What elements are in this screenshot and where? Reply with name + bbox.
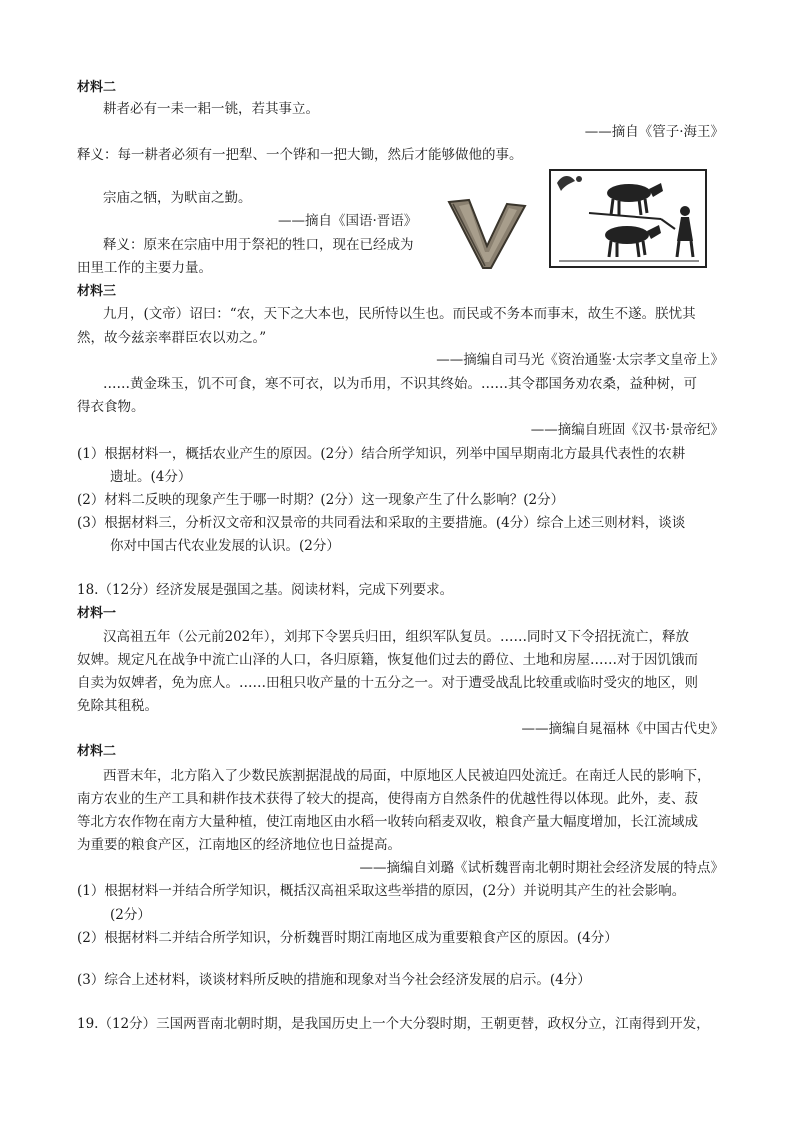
q17-material-two-text: 耕者必有一耒一耜一铫，若其事立。 — [103, 101, 319, 117]
q17-material-three-p1-line2: 然，故今兹亲率群臣农以劝之。” — [77, 330, 267, 346]
bronze-plowshare-icon — [445, 196, 527, 272]
q17-material-three-source2: ——摘编自班固《汉书·景帝纪》 — [530, 422, 724, 438]
q17-material-three-p2-line2: 得衣食物。 — [77, 399, 145, 415]
q17-question-2: (2）材料二反映的现象产生于哪一时期？(2分）这一现象产生了什么影响？(2分） — [77, 492, 565, 508]
q17-question-3-line2: 你对中国古代农业发展的认识。(2分） — [110, 538, 340, 554]
q18-material-two-heading: 材料二 — [77, 744, 117, 759]
q18-material-two-source: ——摘编自刘璐《试析魏晋南北朝时期社会经济发展的特点》 — [359, 860, 724, 876]
q18-question-1-line2: (2分） — [110, 907, 151, 923]
q18-material-two-line1: 西晋末年，北方陷入了少数民族割据混战的局面，中原地区人民被迫四处流迁。在南迁人民的影响下， — [103, 768, 711, 784]
q17-material-three-p1-line1: 九月，(文帝）诏曰：“农，天下之大本也，民所恃以生也。而民或不务本而事末，故生不遂。朕忧其 — [103, 306, 696, 322]
q17-material-three-p2-line1: ……黄金珠玉，饥不可食，寒不可衣，以为币用，不识其终始。……其令郡国务劝农桑，益种树，可 — [103, 376, 697, 392]
q18-material-two-line2: 南方农业的生产工具和耕作技术获得了较大的提高，使得南方自然条件的优越性得以体现。此外，麦、菽 — [77, 791, 698, 807]
q18-question-1-line1: (1）根据材料一并结合所学知识，概括汉高祖采取这些举措的原因，(2分）并说明其产生的社会影响。 — [77, 883, 686, 899]
q18-question-3: (3）综合上述材料，谈谈材料所反映的措施和现象对当今社会经济发展的启示。(4分） — [77, 972, 591, 988]
q18-material-two-line4: 为重要的粮食产区，江南地区的经济地位也日益提高。 — [77, 837, 401, 853]
q18-material-one-heading: 材料一 — [77, 606, 117, 621]
q18-material-one-line2: 奴婢。规定凡在战争中流亡山泽的人口，各归原籍，恢复他们过去的爵位、土地和房屋……对于因饥饿而 — [77, 652, 698, 668]
q18-title: 18.（12分）经济发展是强国之基。阅读材料，完成下列要求。 — [77, 582, 454, 598]
q17-material-two-b-note-line1: 释义：原来在宗庙中用于祭祀的牲口，现在已经成为 — [103, 237, 414, 253]
q17-material-three-source1: ——摘编自司马光《资治通鉴·太宗孝文皇帝上》 — [436, 352, 724, 368]
q17-material-two-heading: 材料二 — [77, 80, 117, 95]
q18-material-two-line3: 等北方农作物在南方大量种植，使江南地区由水稻一收转向稻麦双收，粮食产量大幅度增加，长江流域成 — [77, 814, 698, 830]
q17-material-two-b-text: 宗庙之牺，为畎亩之勤。 — [103, 190, 252, 206]
q17-material-two-b-note-line2: 田里工作的主要力量。 — [77, 260, 212, 276]
q18-material-one-source: ——摘编自晁福林《中国古代史》 — [521, 721, 724, 737]
q19-title: 19.（12分）三国两晋南北朝时期，是我国历史上一个大分裂时期，王朝更替，政权分立，江南得到开发， — [77, 1016, 710, 1032]
q18-material-one-line3: 自卖为奴婢者，免为庶人。……田租只收产量的十五分之一。对于遭受战乱比较重或临时受灾的地区，则 — [77, 675, 698, 691]
q17-question-1-line2: 遗址。(4分） — [110, 469, 192, 485]
q17-material-three-heading: 材料三 — [77, 284, 117, 299]
q17-material-two-note: 释义：每一耕者必须有一把犁、一个铧和一把大锄，然后才能够做他的事。 — [77, 147, 523, 163]
q17-question-1-line1: (1）根据材料一，概括农业产生的原因。(2分）结合所学知识，列举中国早期南北方最具代表性的农耕 — [77, 446, 686, 462]
q18-question-2: (2）根据材料二并结合所学知识，分析魏晋时期江南地区成为重要粮食产区的原因。(4分） — [77, 930, 618, 946]
q18-material-one-line1: 汉高祖五年（公元前202年），刘邦下令罢兵归田，组织军队复员。……同时又下令招抚流亡，释放 — [103, 629, 690, 645]
ox-plowing-mural-icon — [549, 169, 707, 268]
q17-question-3-line1: (3）根据材料三，分析汉文帝和汉景帝的共同看法和采取的主要措施。(4分）综合上述三则材料，谈谈 — [77, 515, 686, 531]
q17-material-two-source: ——摘自《管子·海王》 — [584, 124, 724, 140]
q17-material-two-b-source: ——摘自《国语·晋语》 — [278, 213, 418, 229]
q18-material-one-line4: 免除其租税。 — [77, 698, 158, 714]
